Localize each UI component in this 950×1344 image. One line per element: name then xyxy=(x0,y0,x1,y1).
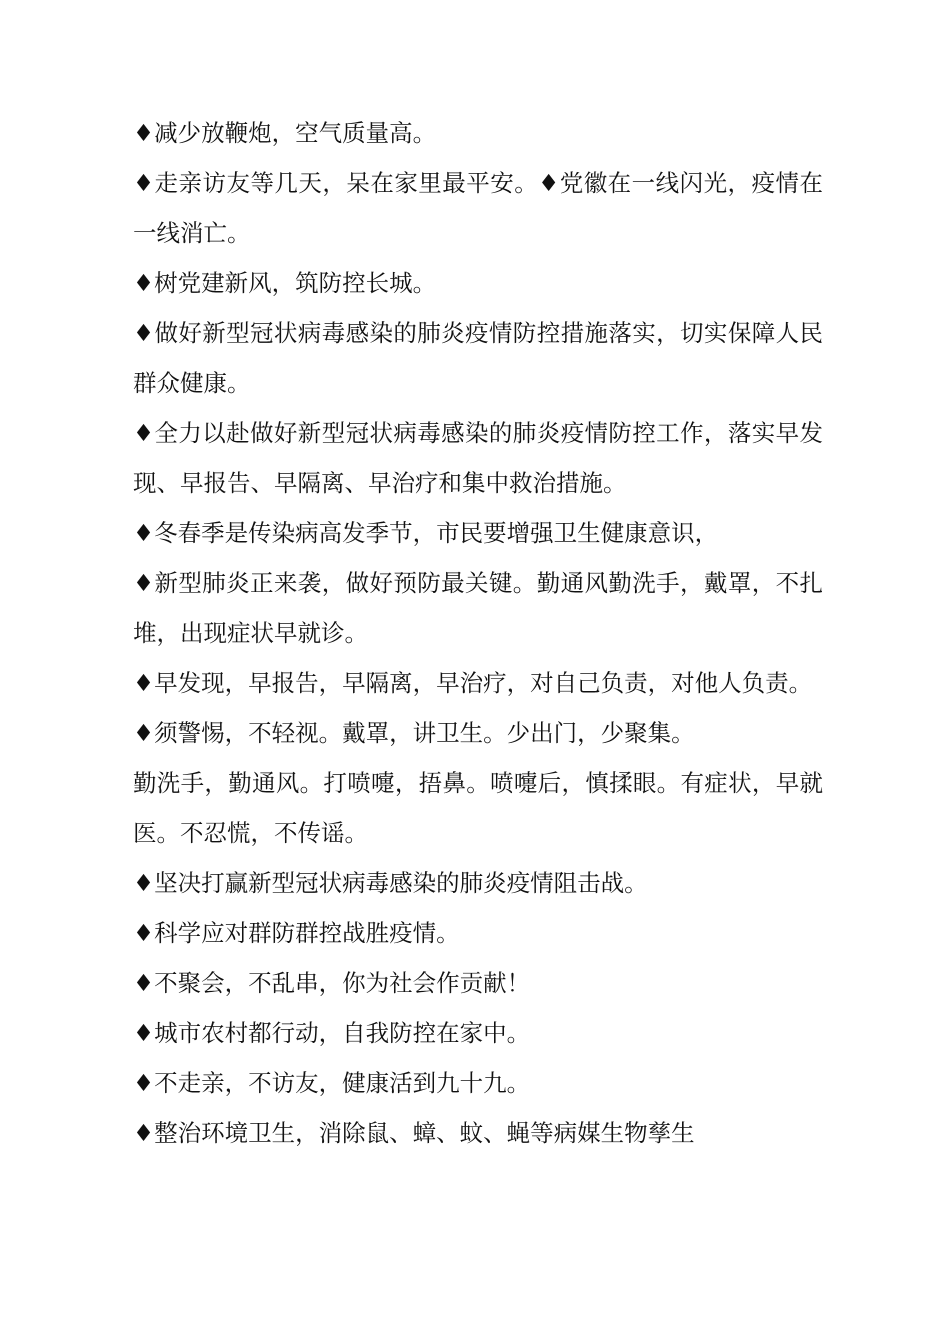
document-body xyxy=(133,108,823,1158)
paragraph: ♦早发现，早报告，早隔离，早治疗，对自己负责，对他人负责。 xyxy=(133,669,813,697)
paragraph: ♦全力以赴做好新型冠状病毒感染的肺炎疫情防控工作，落实早发现、早报告、早隔离、早治疗和集中救治措施。 xyxy=(133,419,823,497)
paragraph: ♦坚决打赢新型冠状病毒感染的肺炎疫情阻击战。 xyxy=(133,869,648,897)
paragraph: ♦不聚会，不乱串，你为社会作贡献！ xyxy=(133,969,531,997)
paragraph: ♦城市农村都行动，自我防控在家中。 xyxy=(133,1019,531,1047)
paragraph: ♦不走亲，不访友，健康活到九十九。 xyxy=(133,1069,531,1097)
paragraph: ♦树党建新风，筑防控长城。 xyxy=(133,269,437,297)
paragraph: ♦科学应对群防群控战胜疫情。 xyxy=(133,919,460,947)
paragraph: ♦新型肺炎正来袭，做好预防最关键。勤通风勤洗手，戴罩，不扎堆，出现症状早就诊。 xyxy=(133,569,823,647)
paragraph: ♦做好新型冠状病毒感染的肺炎疫情防控措施落实，切实保障人民群众健康。 xyxy=(133,319,823,397)
paragraph: 勤洗手，勤通风。打喷嚏，捂鼻。喷嚏后，慎揉眼。有症状，早就医。不忍慌，不传谣。 xyxy=(133,769,823,847)
paragraph: ♦整治环境卫生，消除鼠、蟑、蚊、蝇等病媒生物孳生 xyxy=(133,1119,695,1147)
paragraph: ♦须警惕，不轻视。戴罩，讲卫生。少出门，少聚集。 xyxy=(133,719,695,747)
paragraph: ♦走亲访友等几天，呆在家里最平安。♦党徽在一线闪光，疫情在一线消亡。 xyxy=(133,169,823,247)
paragraph: ♦冬春季是传染病高发季节，市民要增强卫生健康意识， xyxy=(133,519,719,547)
paragraph: ♦减少放鞭炮，空气质量高。 xyxy=(133,119,437,147)
